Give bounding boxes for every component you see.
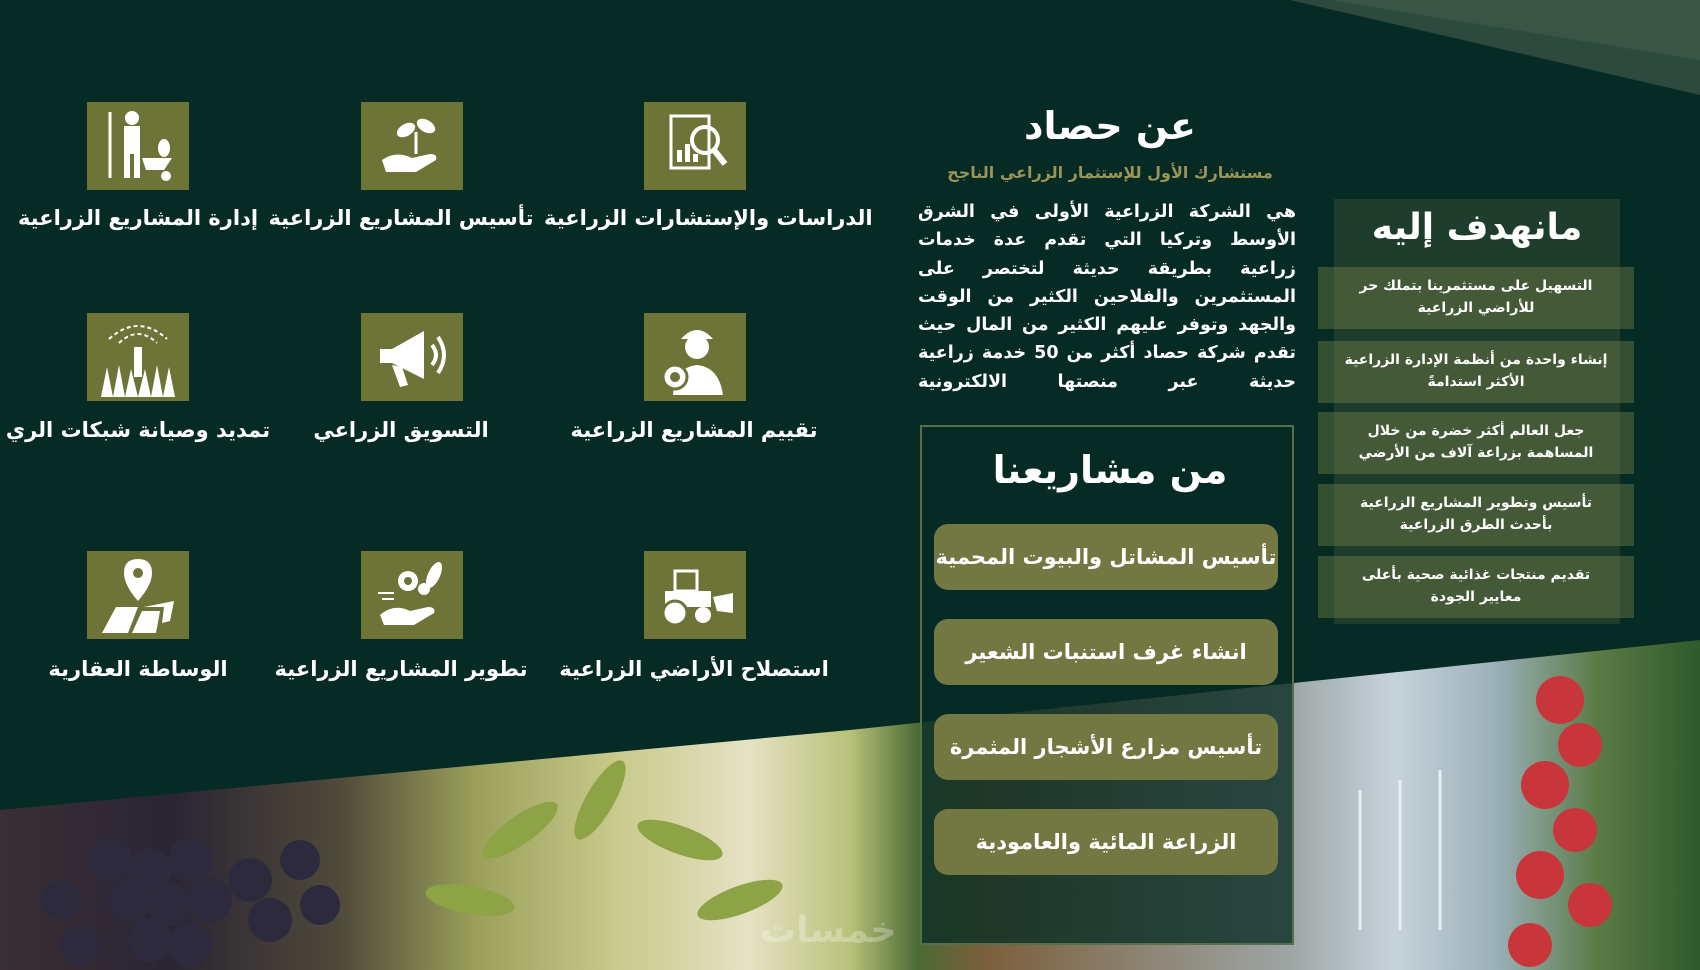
almond-leaves-image xyxy=(423,754,787,929)
about-title: عن حصاد xyxy=(1024,104,1196,148)
project-button-fruit-farms[interactable]: تأسيس مزارع الأشجار المثمرة xyxy=(934,714,1278,780)
watermark-logo: خمسات xyxy=(760,910,897,951)
service-label: تأسيس المشاريع الزراعية xyxy=(268,206,534,230)
goals-title: مانهدف إليه xyxy=(1371,207,1583,248)
service-label: التسويق الزراعي xyxy=(313,418,489,442)
project-button-nurseries[interactable]: تأسيس المشاتل والبيوت المحمية xyxy=(934,524,1278,590)
service-label: الوساطة العقارية xyxy=(48,657,228,681)
service-label: تمديد وصيانة شبكات الري xyxy=(5,418,271,442)
service-label: الدراسات والإستشارات الزراعية xyxy=(544,206,873,230)
tractor-icon xyxy=(644,551,746,639)
goal-item: تقديم منتجات غذائية صحية بأعلى معايير الجودة xyxy=(1318,556,1634,618)
project-button-barley-rooms[interactable]: انشاء غرف استنبات الشعير xyxy=(934,619,1278,685)
megaphone-icon xyxy=(361,313,463,401)
projects-title: من مشاريعنا xyxy=(992,448,1228,492)
engineer-gear-icon xyxy=(644,313,746,401)
hand-gear-leaf-icon xyxy=(361,551,463,639)
sprinkler-icon xyxy=(87,313,189,401)
map-pin-land-icon xyxy=(87,551,189,639)
greenhouse-poles xyxy=(1360,770,1440,930)
service-label: إدارة المشاريع الزراعية xyxy=(17,206,259,230)
project-button-hydroponics[interactable]: الزراعة المائية والعامودية xyxy=(934,809,1278,875)
goal-item: تأسيس وتطوير المشاريع الزراعية بأحدث الطرق الزراعية xyxy=(1318,484,1634,546)
service-label: استصلاح الأراضي الزراعية xyxy=(559,657,829,681)
apples-image xyxy=(1508,676,1612,967)
goal-item: إنشاء واحدة من أنظمة الإدارة الزراعية الأكثر استدامةً xyxy=(1318,341,1634,403)
service-label: تقييم المشاريع الزراعية xyxy=(570,418,818,442)
about-subtitle: مستشارك الأول للإستثمار الزراعي الناجح xyxy=(947,163,1273,182)
grapes-image xyxy=(40,838,340,967)
goal-item: جعل العالم أكثر خضرة من خلال المساهمة بزراعة آلاف من الأرضي xyxy=(1318,412,1634,474)
hand-plant-icon xyxy=(361,102,463,190)
service-label: تطوير المشاريع الزراعية xyxy=(274,657,528,681)
report-analysis-icon xyxy=(644,102,746,190)
about-body: هي الشركة الزراعية الأولى في الشرق الأوسط وتركيا التي تقدم عدة خدمات زراعية بطريقة حديثة لتختصر على المستثمرين والفلاحين الكثير من الوقت والجهد وتوفر عليهم الكثير من المال حيث تقدم شركة حصاد أكثر من 50 خدمة زراعية حديثة عبر منصتها الالكترونية xyxy=(918,202,1296,392)
goal-item: التسهيل على مستثمرينا بتملك حر للأراضي الزراعية xyxy=(1318,267,1634,329)
farmer-wheelbarrow-icon xyxy=(87,102,189,190)
